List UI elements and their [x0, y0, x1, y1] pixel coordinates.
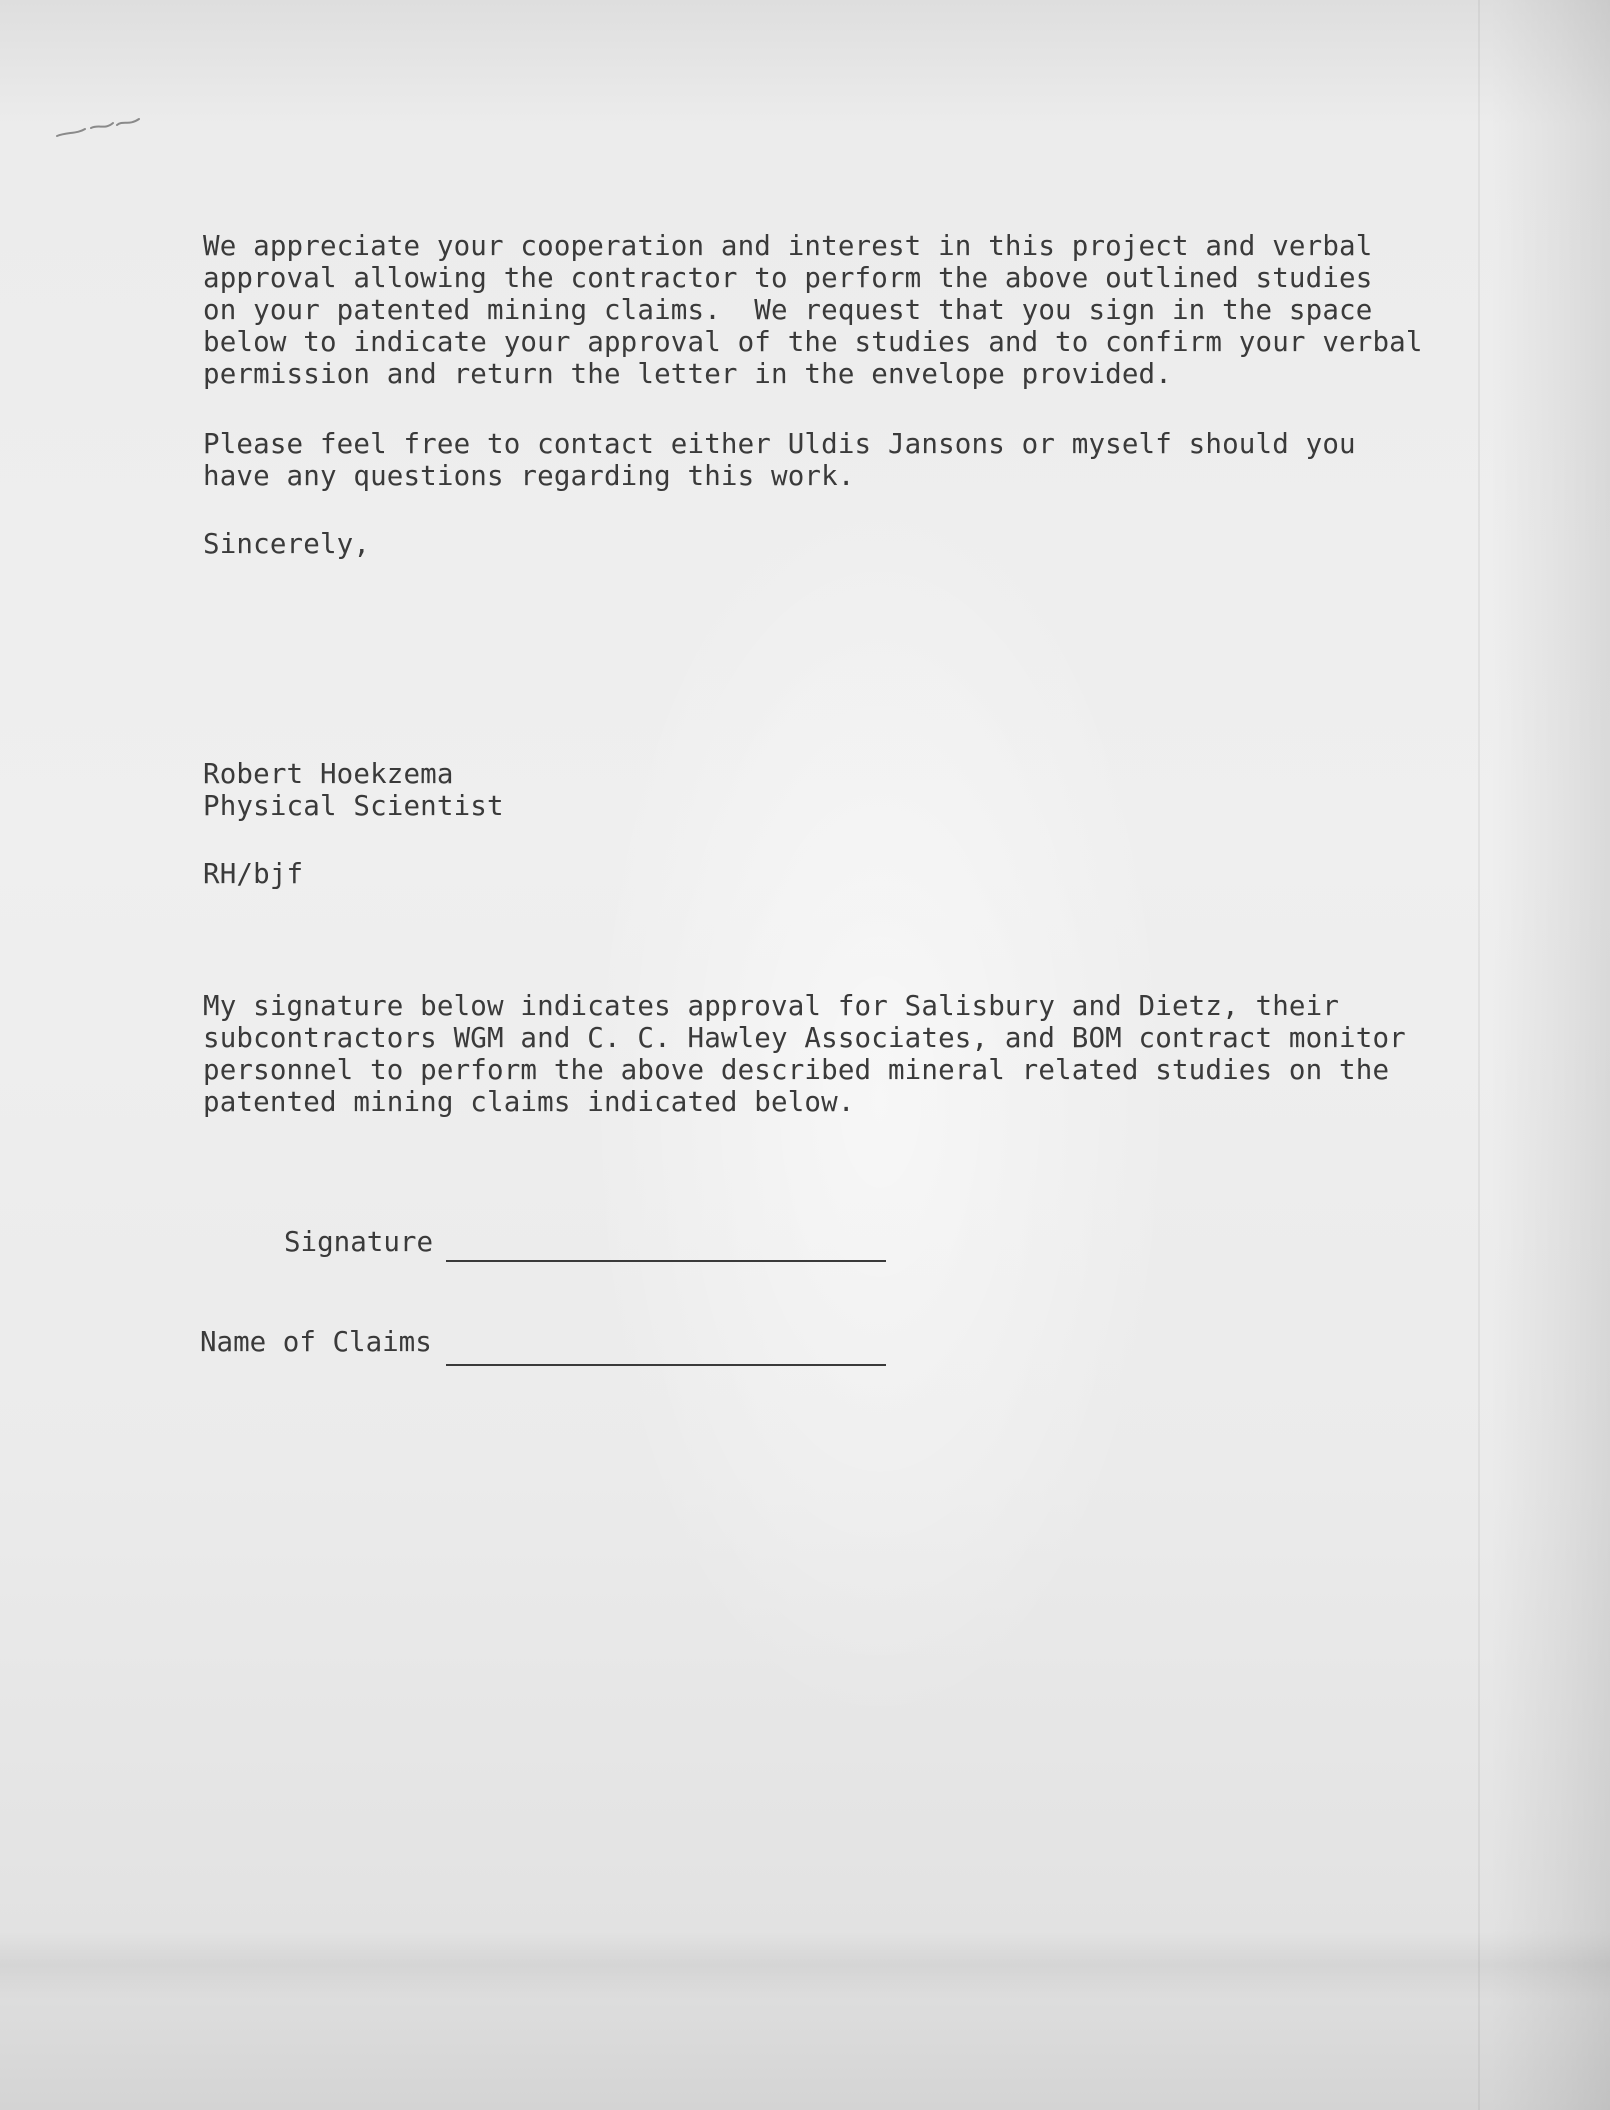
claims-line[interactable]: [446, 1364, 886, 1366]
text-line: We appreciate your cooperation and interest in this project and verbal: [203, 230, 1373, 262]
reference-initials: RH/bjf: [203, 858, 304, 890]
signer-name: Robert Hoekzema: [203, 758, 454, 790]
page-fold-shadow: [0, 1930, 1610, 2000]
text-line: have any questions regarding this work.: [203, 460, 855, 492]
signature-label: Signature: [284, 1226, 434, 1258]
text-line: My signature below indicates approval for Salisbury and Dietz, their: [203, 990, 1340, 1022]
text-line: permission and return the letter in the envelope provided.: [203, 358, 1172, 390]
claims-label: Name of Claims: [200, 1326, 432, 1358]
text-line: approval allowing the contractor to perform the above outlined studies: [203, 262, 1373, 294]
approval-statement: [203, 990, 1406, 1118]
text-line: Please feel free to contact either Uldis Jansons or myself should you: [203, 428, 1356, 460]
page-edge-line: [1478, 0, 1480, 2110]
text-line: below to indicate your approval of the studies and to confirm your verbal: [203, 326, 1423, 358]
signer-title: Physical Scientist: [203, 790, 504, 822]
page-edge-shadow: [1490, 0, 1610, 2110]
signature-line[interactable]: [446, 1260, 886, 1262]
margin-pencil-mark: [55, 112, 175, 142]
text-line: patented mining claims indicated below.: [203, 1086, 855, 1118]
text-line: on your patented mining claims. We request that you sign in the space: [203, 294, 1373, 326]
paragraph-cooperation: [203, 230, 1423, 390]
text-line: personnel to perform the above described mineral related studies on the: [203, 1054, 1390, 1086]
paragraph-contact: [203, 428, 1356, 492]
text-line: subcontractors WGM and C. C. Hawley Associates, and BOM contract monitor: [203, 1022, 1406, 1054]
closing: Sincerely,: [203, 528, 371, 560]
